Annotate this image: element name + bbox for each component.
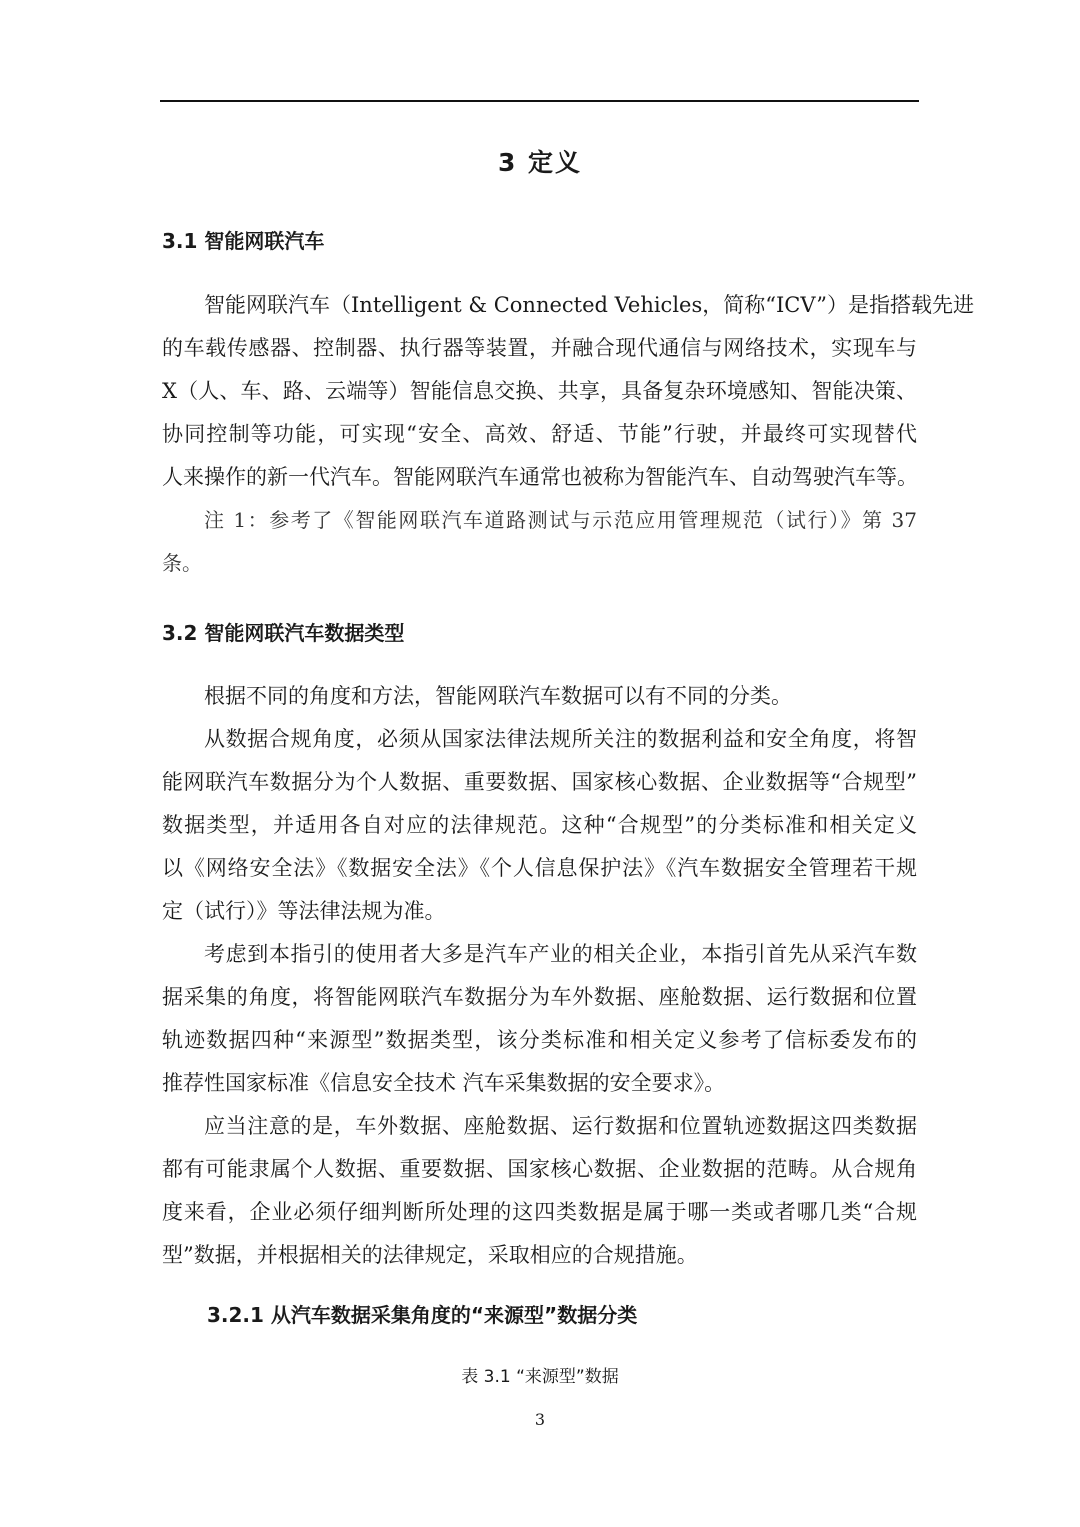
text-line: 型”数据，并根据相关的法律规定，采取相应的合规措施。 (162, 1243, 698, 1267)
text-line: X（人、车、路、云端等）智能信息交换、共享，具备复杂环境感知、智能决策、 (162, 379, 917, 403)
paragraph (162, 933, 917, 1105)
text-line: 的车载传感器、控制器、执行器等装置，并融合现代通信与网络技术，实现车与 (162, 336, 917, 360)
paragraph (162, 675, 917, 718)
section-title: 3 定义 (497, 148, 583, 177)
text-line: 人来操作的新一代汽车。智能网联汽车通常也被称为智能汽车、自动驾驶汽车等。 (162, 465, 918, 489)
section-3-2-body (162, 675, 917, 1277)
paragraph-icv-definition (162, 284, 975, 499)
text-line: 据采集的角度，将智能网联汽车数据分为车外数据、座舱数据、运行数据和位置 (162, 985, 917, 1009)
text-line: 条。 (162, 551, 202, 575)
text-line: 数据类型，并适用各自对应的法律规范。这种“合规型”的分类标准和相关定义 (162, 813, 917, 837)
table-caption: 表 3.1 “来源型”数据 (461, 1367, 619, 1387)
text-line: 都有可能隶属个人数据、重要数据、国家核心数据、企业数据的范畴。从合规角 (162, 1157, 917, 1181)
text-line: 轨迹数据四种“来源型”数据类型，该分类标准和相关定义参考了信标委发布的 (162, 1028, 917, 1052)
text-line: 应当注意的是，车外数据、座舱数据、运行数据和位置轨迹数据这四类数据 (204, 1114, 917, 1138)
text-line: 度来看，企业必须仔细判断所处理的这四类数据是属于哪一类或者哪几类“合规 (162, 1200, 917, 1224)
page-number: 3 (534, 1410, 546, 1429)
text-line: 推荐性国家标准《信息安全技术 汽车采集数据的安全要求》。 (162, 1071, 726, 1095)
text-line: 从数据合规角度，必须从国家法律法规所关注的数据利益和安全角度，将智 (204, 727, 917, 751)
heading-3-2: 3.2 智能网联汽车数据类型 (162, 621, 405, 645)
note-1 (162, 499, 917, 585)
heading-3-1: 3.1 智能网联汽车 (162, 229, 325, 253)
header-rule (160, 100, 919, 102)
paragraph (162, 718, 917, 933)
text-line: 考虑到本指引的使用者大多是汽车产业的相关企业，本指引首先从采汽车数 (204, 942, 917, 966)
text-line: 定（试行）》等法律法规为准。 (162, 899, 446, 923)
paragraph (162, 1105, 917, 1277)
text-line: 能网联汽车数据分为个人数据、重要数据、国家核心数据、企业数据等“合规型” (162, 770, 917, 794)
text-line: 协同控制等功能，可实现“安全、高效、舒适、节能”行驶，并最终可实现替代 (162, 422, 917, 446)
text-line: 根据不同的角度和方法，智能网联汽车数据可以有不同的分类。 (204, 684, 792, 708)
heading-3-2-1: 3.2.1 从汽车数据采集角度的“来源型”数据分类 (207, 1303, 638, 1327)
text-line: 以《网络安全法》《数据安全法》《个人信息保护法》《汽车数据安全管理若干规 (162, 856, 917, 880)
text-line: 注 1：参考了《智能网联汽车道路测试与示范应用管理规范（试行）》第 37 (204, 508, 917, 532)
text-line: 智能网联汽车（Intelligent & Connected Vehicles，简称“ICV”）是指搭载先进 (204, 293, 975, 317)
